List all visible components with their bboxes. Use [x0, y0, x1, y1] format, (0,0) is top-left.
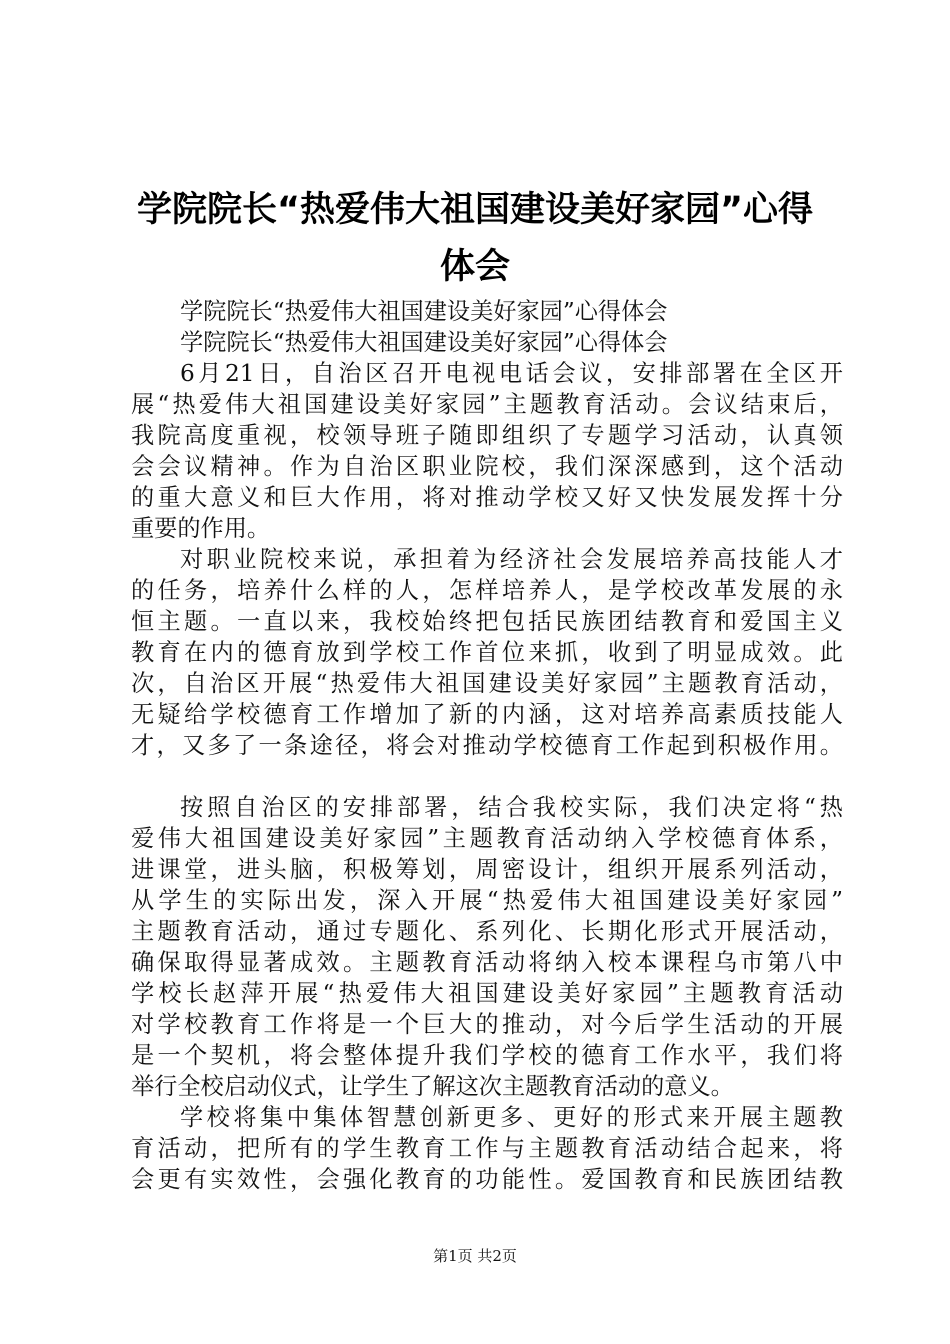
- body-line: 育活动，把所有的学生教育工作与主题教育活动结合起来，将: [131, 1135, 843, 1162]
- body-line: 从学生的实际出发，深入开展“热爱伟大祖国建设美好家园”: [131, 887, 843, 914]
- body-line: 次，自治区开展“热爱伟大祖国建设美好家园”主题教育活动，: [131, 670, 843, 697]
- document-title-line-2: 体会: [439, 247, 510, 287]
- body-line: 学校长赵萍开展“热爱伟大祖国建设美好家园”主题教育活动: [131, 980, 843, 1007]
- body-line: 教育在内的德育放到学校工作首位来抓，收到了明显成效。此: [131, 639, 843, 666]
- page-footer: 第1页 共2页: [433, 1247, 517, 1265]
- body-line: 学院院长“热爱伟大祖国建设美好家园”心得体会: [180, 298, 668, 325]
- body-line: 会更有实效性，会强化教育的功能性。爱国教育和民族团结教: [131, 1166, 843, 1193]
- body-line: 确保取得显著成效。主题教育活动将纳入校本课程乌市第八中: [131, 949, 843, 976]
- body-line: 按照自治区的安排部署，结合我校实际，我们决定将“热: [180, 794, 843, 821]
- body-line: 会会议精神。作为自治区职业院校，我们深深感到，这个活动: [131, 453, 843, 480]
- body-line: 的重大意义和巨大作用，将对推动学校又好又快发展发挥十分: [131, 484, 843, 511]
- body-line: 6月21日，自治区召开电视电话会议，安排部署在全区开: [180, 360, 843, 387]
- body-line: 进课堂，进头脑，积极筹划，周密设计，组织开展系列活动，: [131, 856, 843, 883]
- body-line: 展“热爱伟大祖国建设美好家园”主题教育活动。会议结束后，: [131, 391, 843, 418]
- body-line: 学院院长“热爱伟大祖国建设美好家园”心得体会: [180, 329, 668, 356]
- body-line: 的任务，培养什么样的人，怎样培养人，是学校改革发展的永: [131, 577, 843, 604]
- body-line: 主题教育活动，通过专题化、系列化、长期化形式开展活动，: [131, 918, 843, 945]
- body-line: 是一个契机，将会整体提升我们学校的德育工作水平，我们将: [131, 1042, 843, 1069]
- paragraph-spacer: [131, 761, 843, 792]
- body-line: 爱伟大祖国建设美好家园”主题教育活动纳入学校德育体系，: [131, 825, 843, 852]
- body-line: 重要的作用。: [131, 515, 271, 542]
- body-line: 学校将集中集体智慧创新更多、更好的形式来开展主题教: [180, 1104, 843, 1131]
- body-line: 举行全校启动仪式，让学生了解这次主题教育活动的意义。: [131, 1073, 734, 1100]
- body-line: 才，又多了一条途径，将会对推动学校德育工作起到积极作用。: [131, 732, 843, 759]
- body-line: 对职业院校来说，承担着为经济社会发展培养高技能人才: [180, 546, 843, 573]
- body-line: 无疑给学校德育工作增加了新的内涵，这对培养高素质技能人: [131, 701, 843, 728]
- body-line: 对学校教育工作将是一个巨大的推动，对今后学生活动的开展: [131, 1011, 843, 1038]
- body-line: 我院高度重视，校领导班子随即组织了专题学习活动，认真领: [131, 422, 843, 449]
- body-line: 恒主题。一直以来，我校始终把包括民族团结教育和爱国主义: [131, 608, 843, 635]
- document-body: [131, 296, 843, 1195]
- document-title-line-1: 学院院长“热爱伟大祖国建设美好家园”心得: [136, 190, 813, 230]
